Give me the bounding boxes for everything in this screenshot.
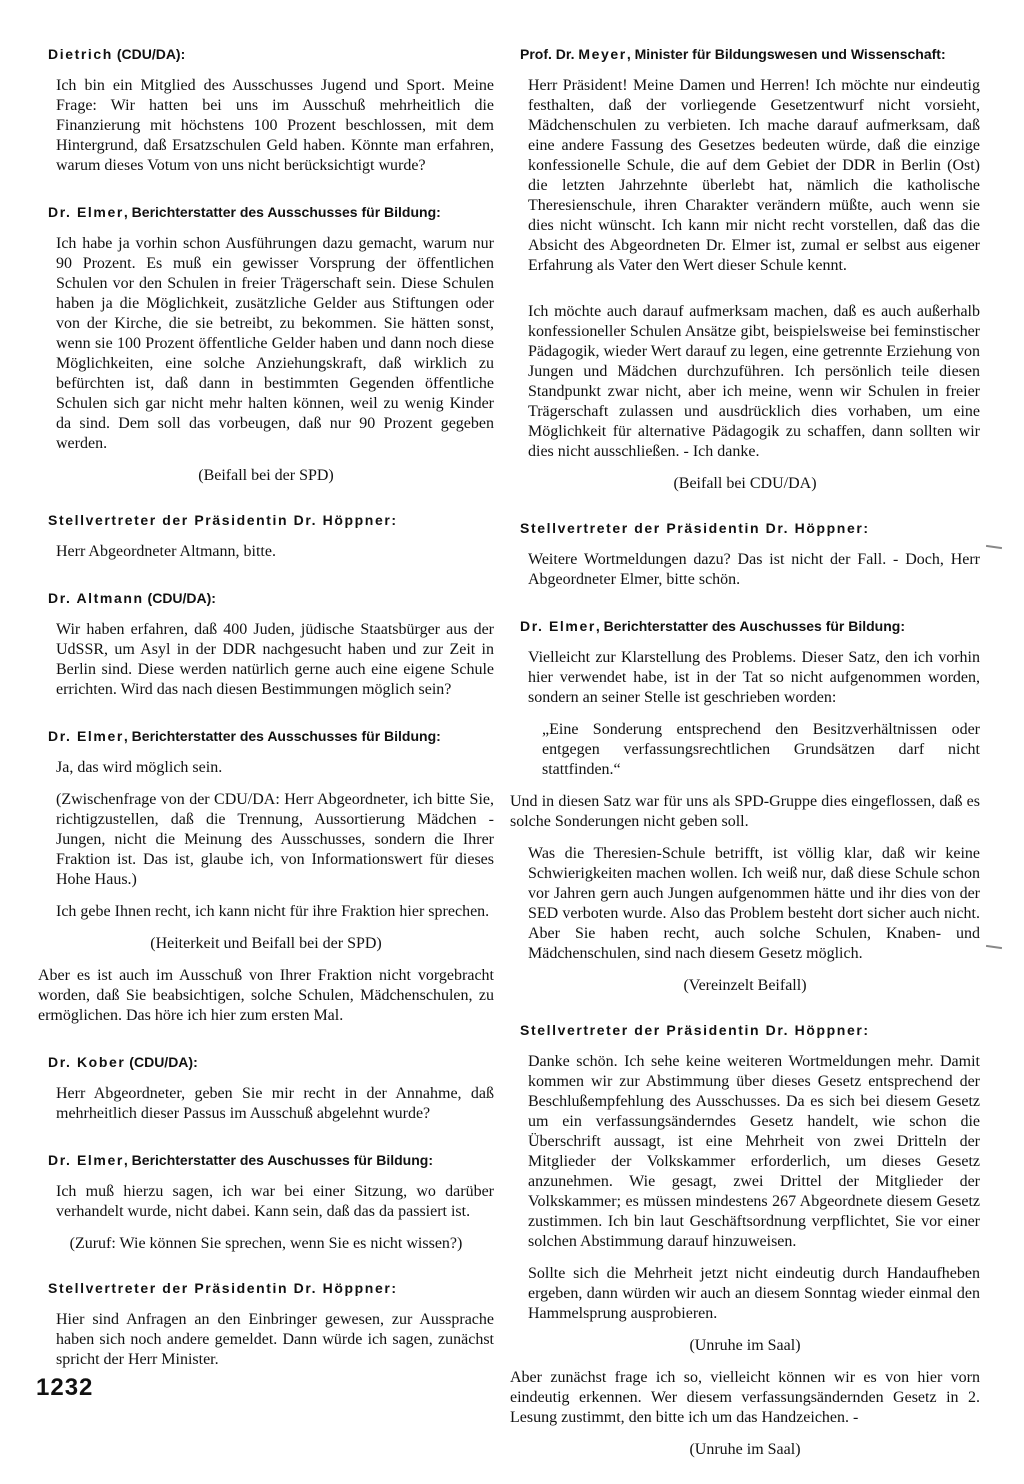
speaker-name: Dietrich: [48, 46, 113, 62]
speaker-name: Stellvertreter der Präsidentin Dr. Höppner: [520, 1022, 864, 1038]
speaker-role: , Berichterstatter des Ausschusses für Bildung:: [123, 728, 441, 744]
speaker-name: Dr. Elmer: [48, 1152, 124, 1168]
speech-paragraph: Und in diesen Satz war für uns als SPD-Gruppe dies eingeflossen, daß es solche Sonderungen nicht geben soll.: [510, 793, 980, 830]
reaction-note: (Unruhe im Saal): [689, 1441, 801, 1458]
reaction-note: (Beifall bei der SPD): [198, 467, 334, 484]
speaker-name: Stellvertreter der Präsidentin Dr. Höppner: [48, 512, 392, 528]
speaker-role: , Berichterstatter des Ausschusses für Bildung:: [123, 204, 441, 220]
interjection-note: (Zuruf: Wie können Sie sprechen, wenn Sie es nicht wissen?): [69, 1235, 463, 1252]
reaction-note: (Beifall bei CDU/DA): [673, 475, 817, 492]
speaker-name: Stellvertreter der Präsidentin Dr. Höppner: [48, 1280, 392, 1296]
speaker-heading: [48, 44, 494, 64]
speech-paragraph: Weitere Wortmeldungen dazu? Das ist nicht der Fall. - Doch, Herr Abgeordneter Elmer, bitte schön.: [528, 551, 980, 588]
speaker-name: Dr. Altmann: [48, 590, 144, 606]
speaker-role: :: [863, 1022, 869, 1038]
speech-paragraph: Herr Abgeordneter, geben Sie mir recht in der Annahme, daß mehrheitlich dieser Passus im Ausschuß abgelehnt wurde?: [56, 1085, 494, 1122]
speaker-role: :: [391, 512, 397, 528]
right-column: [510, 44, 980, 1484]
speaker-heading: [48, 1278, 494, 1298]
speaker-heading: [520, 518, 980, 538]
reaction-note: (Unruhe im Saal): [689, 1337, 801, 1354]
speaker-role: (CDU/DA):: [143, 590, 216, 606]
speech-paragraph: Ich habe ja vorhin schon Ausführungen dazu gemacht, warum nur 90 Prozent. Es muß ein gewisser Vorsprung der öffentlichen Schulen vor den Schulen in freier Trägerschaft sein. Diese Schulen haben ja die Möglichkeit, zusätzliche Gelder aus Stiftungen oder von der Kirche, die sie betreibt, zu bekommen. Sie hätten sonst, wenn sie 100 Prozent öffentliche Gelder haben und dann noch diese Möglichkeiten, eine solche Anziehungskraft, daß wirklich zu befürchten ist, daß dann in bestimmten Gegenden öffentliche Schulen sich gar nicht mehr halten können, weil zu wenig Kinder da sind. Dem soll das vorbeugen, daß nur 90 Prozent gegeben werden.: [56, 235, 494, 452]
speaker-role: (CDU/DA):: [125, 1054, 198, 1070]
speaker-name: Stellvertreter der Präsidentin Dr. Höppner: [520, 520, 864, 536]
speech-paragraph: Ja, das wird möglich sein.: [56, 759, 223, 776]
speaker-name: Dr. Kober: [48, 1054, 126, 1070]
speaker-role: , Berichterstatter des Auschusses für Bildung:: [123, 1152, 433, 1168]
speaker-name: Meyer: [578, 46, 627, 62]
speaker-heading: [48, 726, 494, 746]
speaker-role: , Berichterstatter des Auschusses für Bildung:: [595, 618, 905, 634]
interjection-paragraph: (Zwischenfrage von der CDU/DA: Herr Abgeordneter, ich bitte Sie, richtigzustellen, daß die Trennung, Aussortierung Mädchen - Jungen, nicht die Meinung des Ausschusses, sondern die Ihrer Fraktion ist. Das ist, glaube ich, von Informationswert für dieses Hohe Haus.): [56, 791, 494, 888]
speech-paragraph: Herr Abgeordneter Altmann, bitte.: [56, 543, 276, 560]
speaker-role: (CDU/DA):: [112, 46, 186, 62]
speaker-role: :: [391, 1280, 397, 1296]
speech-paragraph: Ich bin ein Mitglied des Ausschusses Jugend und Sport. Meine Frage: Wir hatten bei uns im Ausschuß mehrheitlich die Finanzierung mit höchstens 100 Prozent beschlossen, mit dem Hintergrund, daß Ersatzschulen Geld haben. Könnte man erfahren, warum dieses Votum von uns nicht berücksichtigt wurde?: [56, 77, 494, 174]
speaker-heading: [48, 1052, 494, 1072]
speaker-heading: [48, 510, 494, 530]
margin-mark: [986, 945, 1002, 949]
speaker-name: Dr. Elmer: [48, 204, 124, 220]
speech-paragraph: Ich gebe Ihnen recht, ich kann nicht für ihre Fraktion hier sprechen.: [56, 903, 490, 920]
page-number: 1232: [36, 1374, 94, 1401]
speech-paragraph: Danke schön. Ich sehe keine weiteren Wortmeldungen mehr. Damit kommen wir zur Abstimmung über dieses Gesetz entsprechend der Beschlußempfehlung des Ausschusses. Da es sich bei diesem Gesetz um ein verfassungsänderndes Gesetz handelt, wie schon die Überschrift aussagt, ist eine Mehrheit von zwei Dritteln der Mitglieder der Volkskammer erforderlich, um dieses Gesetz anzunehmen. Wie gesagt, zwei Drittel der Mitglieder der Volkskammer; es müssen mindestens 267 Abgeordnete diesem Gesetz zustimmen. Ich bin laut Geschäftsordnung verpflichtet, Sie vor einer solchen Abstimmung darauf hinzuweisen.: [528, 1053, 980, 1250]
speech-paragraph: Aber es ist auch im Ausschuß von Ihrer Fraktion nicht vorgebracht worden, daß Sie beabsichtigen, solche Schulen, Mädchenschulen, zu ermöglichen. Das höre ich hier zum ersten Mal.: [38, 967, 494, 1024]
speech-paragraph: Hier sind Anfragen an den Einbringer gewesen, zur Aussprache haben sich noch andere gemeldet. Dann würde ich sagen, zunächst spricht der Herr Minister.: [56, 1311, 494, 1368]
speaker-heading: [48, 202, 494, 222]
left-column: [38, 44, 494, 1382]
margin-mark: [986, 545, 1002, 549]
speaker-heading: [48, 1150, 494, 1170]
speaker-role: , Minister für Bildungswesen und Wissenschaft:: [626, 46, 946, 62]
speaker-heading: [520, 616, 980, 636]
reaction-note: (Vereinzelt Beifall): [683, 977, 807, 994]
speaker-name: Dr. Elmer: [48, 728, 124, 744]
speech-paragraph: Was die Theresien-Schule betrifft, ist völlig klar, daß wir keine Schwierigkeiten machen wollen. Ich weiß nur, daß diese Schule schon vor Jahren gern auch Jungen aufgenommen hätte und ihr dies von der SED verboten wurde. Also das Problem besteht dort sicher auch nicht. Aber Sie haben recht, auch solche Schulen, Knaben- und Mädchenschulen, sind nach diesem Gesetz möglich.: [528, 845, 980, 962]
speech-paragraph: Herr Präsident! Meine Damen und Herren! Ich möchte nur eindeutig festhalten, daß der vorliegende Gesetzentwurf nicht vorsieht, Mädchenschulen zu verbieten. Ich mache darauf aufmerksam, daß eine andere Fassung des Gesetzes bedeuten würde, daß die einzige konfessionelle Schule, die auf dem Gebiet der DDR in Berlin (Ost) die letzten Jahrzehnte überlebt hat, nämlich die katholische Theresienschule, ihren Charakter verändern müßte, auch wenn sie dies nicht wünscht. Ich kann mir nicht recht vorstellen, daß das die Absicht des Abgeordneten Dr. Elmer ist, zumal er selbst aus eigener Erfahrung als Vater den Wert dieser Schule kennt.: [528, 77, 980, 274]
speech-paragraph: Sollte sich die Mehrheit jetzt nicht eindeutig durch Handaufheben ergeben, dann würden wir auch an diesem Sonntag wieder einmal den Hammelsprung ausprobieren.: [528, 1265, 980, 1322]
speaker-heading: [48, 588, 494, 608]
speaker-name: Dr. Elmer: [520, 618, 596, 634]
speaker-role: :: [863, 520, 869, 536]
reaction-note: (Heiterkeit und Beifall bei der SPD): [150, 935, 382, 952]
quotation: „Eine Sonderung entsprechend den Besitzverhältnissen oder entgegen verfassungsrechtlichen Grundsätzen darf nicht stattfinden.“: [542, 721, 980, 778]
speaker-heading: [520, 44, 980, 64]
speech-paragraph: Vielleicht zur Klarstellung des Problems. Dieser Satz, den ich vorhin hier verwendet habe, ist in der Tat so nicht aufgenommen worden, sondern an seiner Stelle ist geschrieben worden:: [528, 649, 980, 706]
speaker-title: Prof. Dr.: [520, 46, 579, 62]
speech-paragraph: Wir haben erfahren, daß 400 Juden, jüdische Staatsbürger aus der UdSSR, um Asyl in der DDR nachgesucht haben und zur Zeit in Berlin sind. Diese werden natürlich gerne auch eine eigene Schule errichten. Wird das nach diesen Bestimmungen möglich sein?: [56, 621, 494, 698]
speaker-heading: [520, 1020, 980, 1040]
speech-paragraph: Aber zunächst frage ich so, vielleicht können wir es von hier vorn eindeutig erkennen. Wer diesem verfassungsändernden Gesetz in 2. Lesung zustimmt, den bitte ich um das Handzeichen. -: [510, 1369, 980, 1426]
speech-paragraph: Ich möchte auch darauf aufmerksam machen, daß es auch außerhalb konfessioneller Schulen Ansätze gibt, beispielsweise bei feminstischer Pädagogik, wieder Wert darauf zu legen, eine getrennte Erziehung von Jungen und Mädchen durchzuführen. Ich persönlich teile diesen Standpunkt zwar nicht, aber ich meine, wenn wir Schulen in freier Trägerschaft zulassen und ausdrücklich dies vorhaben, um eine Möglichkeit für alternative Pädagogik zu schaffen, dann sollten wir dies nicht ausschließen. - Ich danke.: [528, 303, 981, 460]
speech-paragraph: Ich muß hierzu sagen, ich war bei einer Sitzung, wo darüber verhandelt wurde, nicht dabei. Kann sein, daß das da passiert ist.: [56, 1183, 494, 1220]
